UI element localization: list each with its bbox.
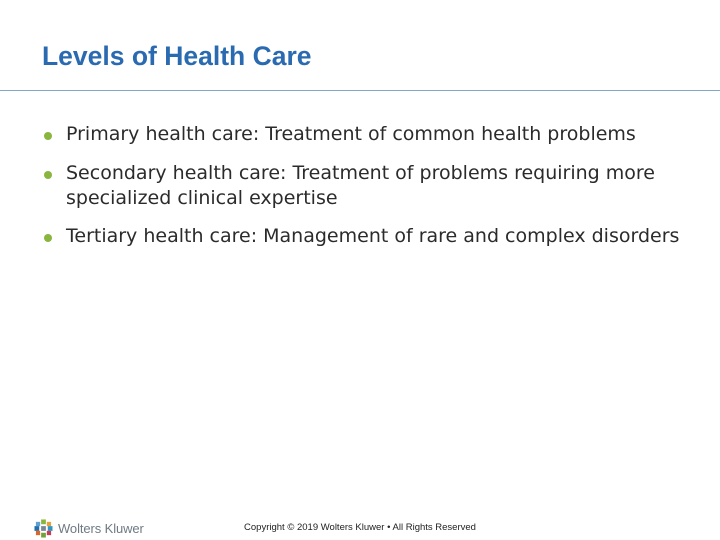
bullet-item-tertiary: [42, 224, 702, 249]
bullet-item-secondary: [42, 161, 702, 211]
bullet-text: Tertiary health care: Management of rare and complex disorders: [66, 225, 680, 247]
logo-text: Wolters Kluwer: [58, 521, 144, 536]
bullet-dot-icon: [44, 132, 52, 140]
bullet-text: Primary health care: Treatment of common health problems: [66, 123, 636, 145]
bullet-text: Secondary health care: Treatment of problems requiring more specialized clinical expertise: [66, 161, 655, 209]
bullet-list: [42, 122, 702, 263]
slide-title: Levels of Health Care: [42, 41, 312, 71]
bullet-dot-icon: [44, 234, 52, 242]
bullet-item-primary: [42, 122, 702, 147]
title-divider: [0, 90, 720, 91]
footer-copyright: Copyright © 2019 Wolters Kluwer • All Rights Reserved: [244, 522, 476, 533]
bullet-dot-icon: [44, 171, 52, 179]
